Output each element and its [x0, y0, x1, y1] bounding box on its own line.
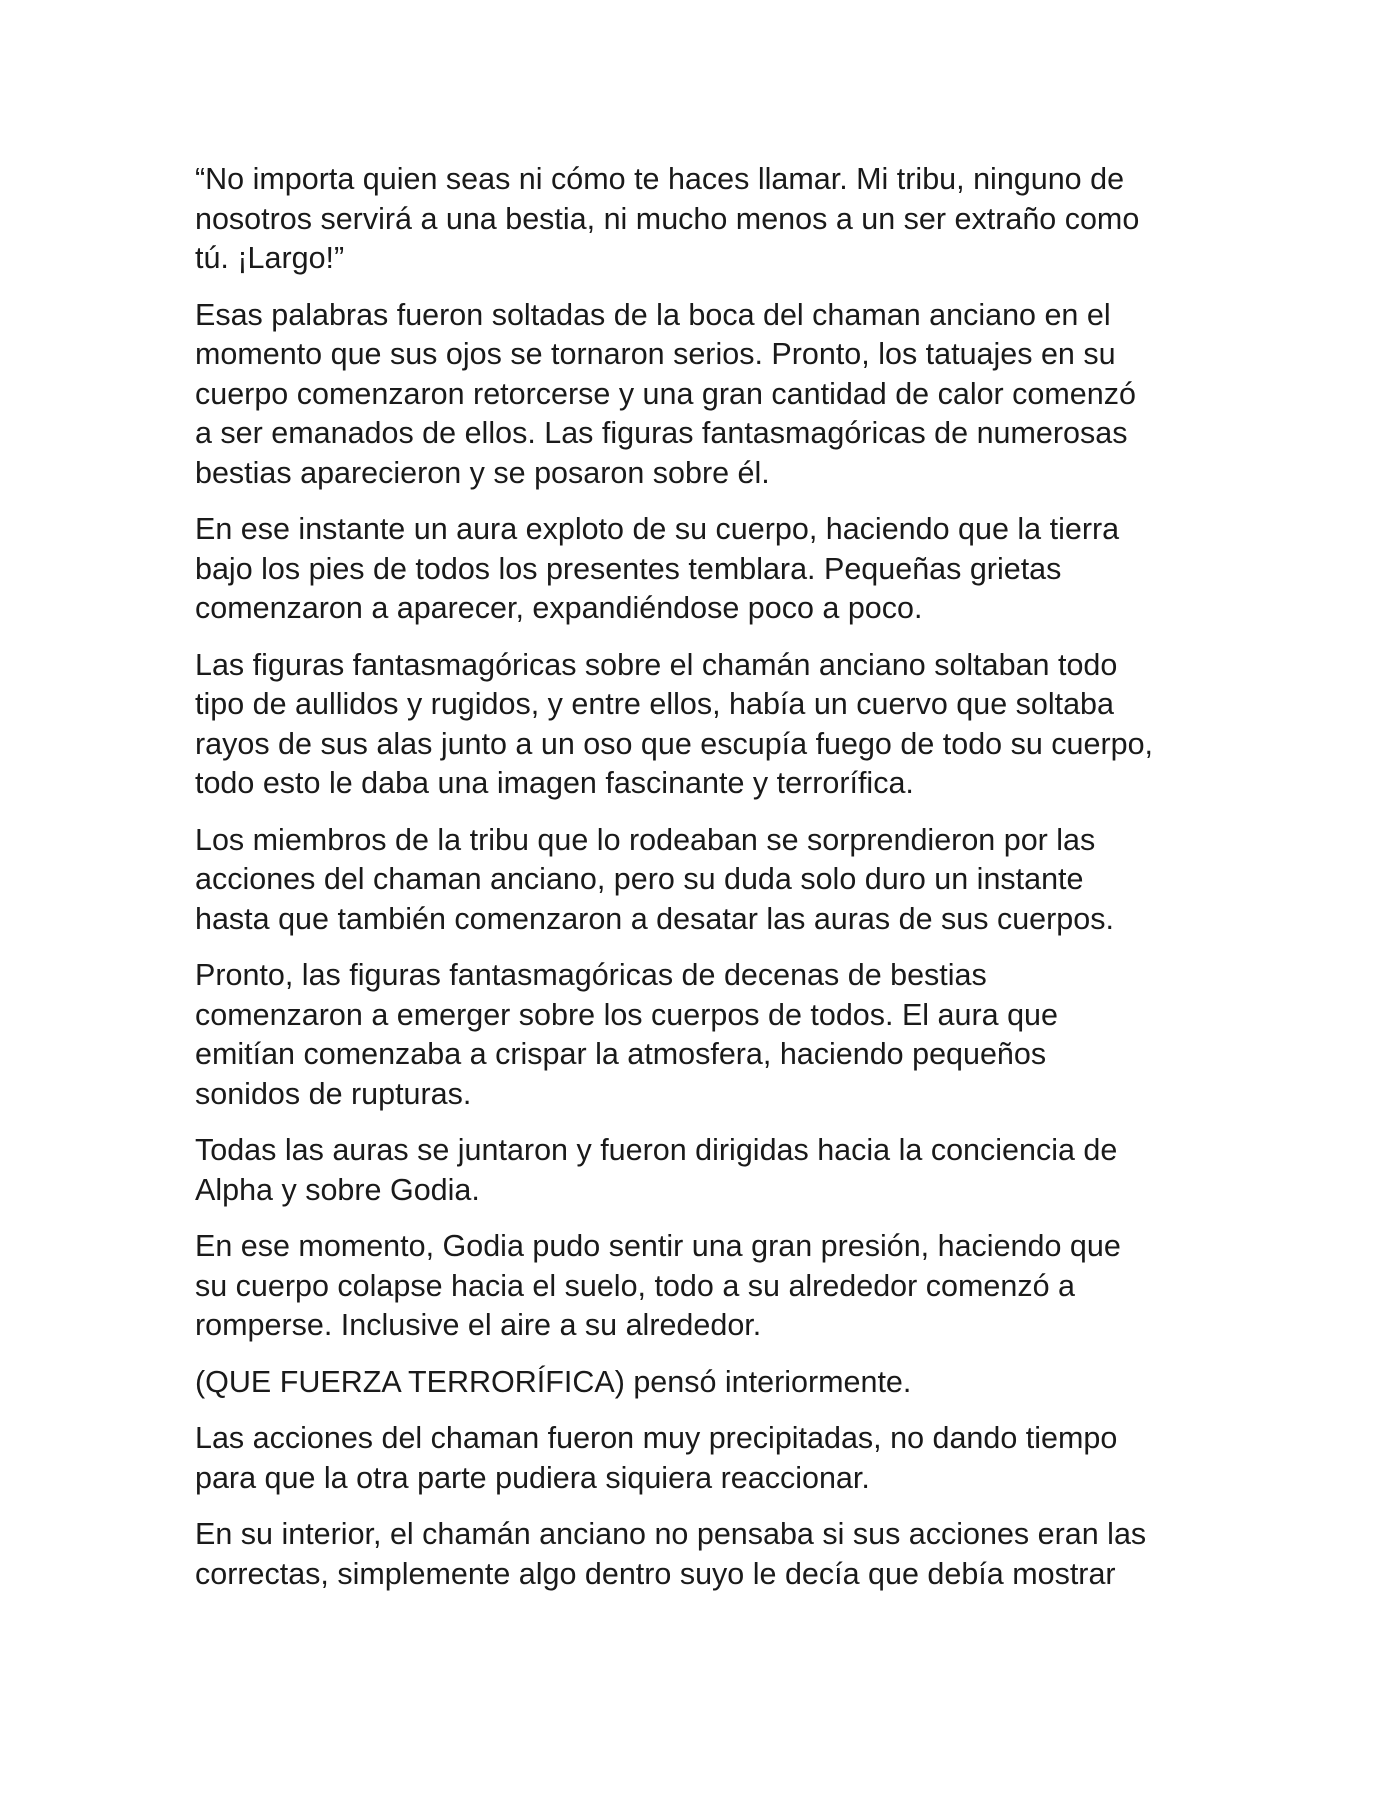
paragraph-9: (QUE FUERZA TERRORÍFICA) pensó interiormente. [195, 1364, 912, 1399]
paragraph-1: “No importa quien seas ni cómo te haces llamar. Mi tribu, ninguno de nosotros servirá a una bestia, ni mucho menos a un ser extraño como tú. ¡Largo!” [195, 162, 1140, 275]
paragraph-3: En ese instante un aura exploto de su cuerpo, haciendo que la tierra bajo los pies de todos los presentes temblara. Pequeñas grietas comenzaron a aparecer, expandiéndose poco a poco. [195, 512, 1120, 625]
paragraph-8: En ese momento, Godia pudo sentir una gran presión, haciendo que su cuerpo colapse hacia el suelo, todo a su alrededor comenzó a romperse. Inclusive el aire a su alrededor. [195, 1229, 1121, 1342]
paragraph-10: Las acciones del chaman fueron muy precipitadas, no dando tiempo para que la otra parte pudiera siquiera reaccionar. [195, 1421, 1118, 1495]
paragraph-5: Los miembros de la tribu que lo rodeaban se sorprendieron por las acciones del chaman anciano, pero su duda solo duro un instante hasta que también comenzaron a desatar las auras de sus cuerpos. [195, 822, 1114, 936]
paragraph-2: Esas palabras fueron soltadas de la boca del chaman anciano en el momento que sus ojos se tornaron serios. Pronto, los tatuajes en su cuerpo comenzaron retorcerse y una gran cantidad de calor comenzó a ser emanados de ellos. Las figuras fantasmagóricas de numerosas bestias aparecieron y se posaron sobre él. [195, 297, 1136, 490]
paragraph-7: Todas las auras se juntaron y fueron dirigidas hacia la conciencia de Alpha y sobre Godia. [195, 1133, 1118, 1207]
body-text [195, 160, 1225, 1611]
paragraph-11: En su interior, el chamán anciano no pensaba si sus acciones eran las correctas, simplemente algo dentro suyo le decía que debía mostrar [195, 1517, 1147, 1591]
paragraph-4: Las figuras fantasmagóricas sobre el chamán anciano soltaban todo tipo de aullidos y rugidos, y entre ellos, había un cuervo que soltaba rayos de sus alas junto a un oso que escupía fuego de todo su cuerpo, todo esto le daba una imagen fascinante y terrorífica. [195, 647, 1154, 800]
paragraph-6: Pronto, las figuras fantasmagóricas de decenas de bestias comenzaron a emerger sobre los cuerpos de todos. El aura que emitían comenzaba a crispar la atmosfera, haciendo pequeños sonidos de rupturas. [195, 958, 1058, 1111]
